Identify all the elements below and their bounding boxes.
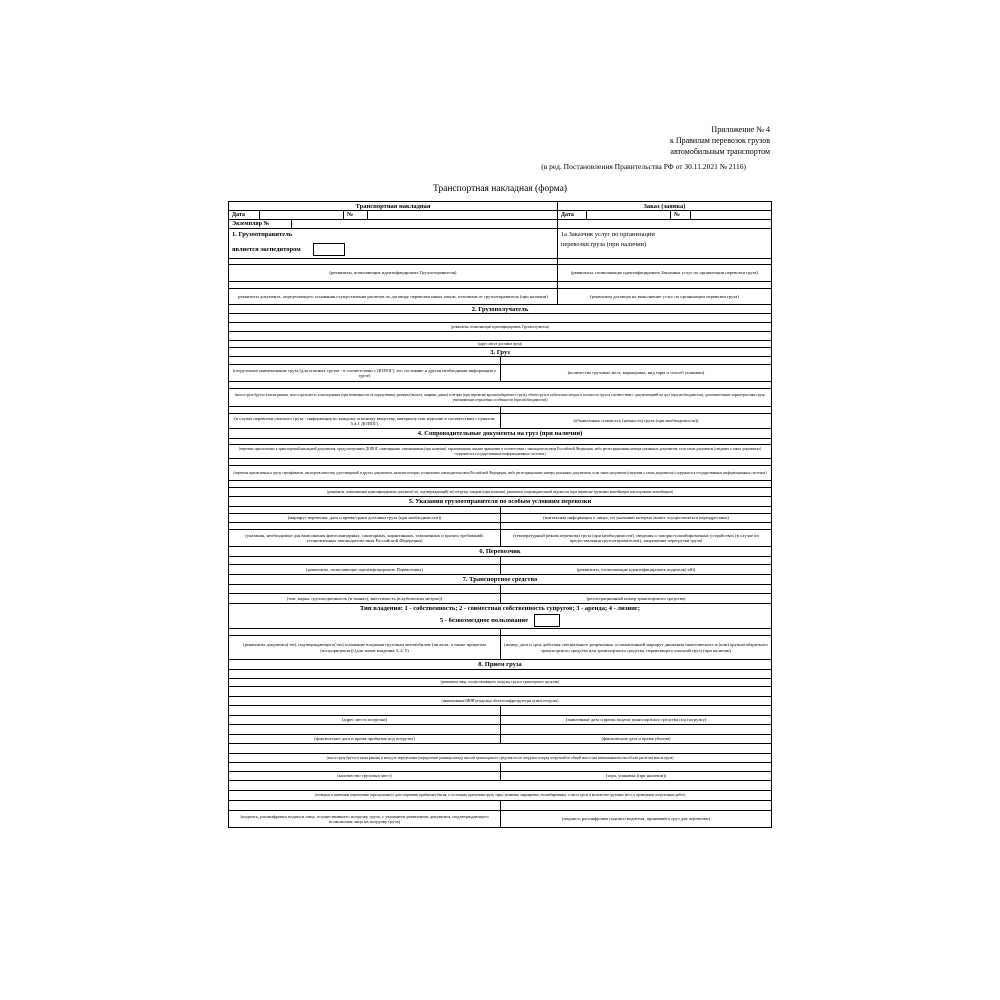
carrier-req-label: (реквизиты, позволяющие идентифицировать Перевозчика): [306, 566, 423, 572]
header-row: [228, 201, 772, 211]
docs-list3-label: (реквизиты, позволяющие идентифицировать документ(-ы), подтверждающий(-ие) отгрузку товаров) (при наличии), реквизиты сопроводительной ведомости (при перевозке груженых контейнеров или порожних контейнеров): [327, 489, 673, 494]
header-waybill: Транспортная накладная: [355, 202, 431, 210]
driver-signature-label: (подпись, расшифровка подписи водителя, принявшего груз для перевозки): [500, 811, 771, 827]
order-number-field[interactable]: [690, 211, 771, 219]
delivery-address-label: (адрес места доставки груза): [477, 341, 523, 346]
number-label: №: [343, 211, 367, 219]
docs-list2-label: (перечень прилагаемых к грузу сертификатов, паспортов качества, удостоверений и других документов, наличие которых установлено законодательством Российской Федерации, либо регистрационные номера указанных документов, если такие документы (сведения о таких документах) содержатся в государственных информационных системах): [233, 470, 767, 475]
docs-list1-label: (перечень прилагаемых к транспортной накладной документов, предусмотренных ДОПОГ, санитарными, таможенными (при наличии), карантинными, иными правилами в соответствии с законодательством Российской Федерации, либо регистрационные номера указанных документов, если такие документы (сведения о таких документах) содержатся в государственных информационных системах): [238, 447, 762, 456]
section8-title: 8. Прием груза: [478, 661, 522, 668]
order-date-label: Дата: [560, 212, 574, 218]
header-order: Заказ (заявка): [557, 202, 771, 210]
date-label: Дата: [232, 212, 245, 218]
section6-title: 6. Перевозчик: [479, 548, 521, 555]
ownership-line2: 5 - безвозмездное пользование: [440, 617, 528, 624]
delivery-address-field[interactable]: [229, 332, 771, 340]
ownership-type-box[interactable]: [534, 614, 560, 627]
loading-address-label: (адрес места погрузки): [341, 717, 388, 723]
driver-req-label: (реквизиты, позволяющие идентифицировать водителя(-ей)): [500, 565, 771, 574]
departure-time-label: (фактические дата и время убытия): [500, 735, 771, 743]
carrier-remarks-label: (оговорки и замечания перевозчика (при наличии) о дате и времени прибытия/убытия, о состоянии, креплении груза, тары, упаковки, маркировки, опломбирования, о массе груза и количестве грузовых мест, о проведении погрузочных работ): [314, 793, 686, 798]
vehicle-regnum-label: (регистрационный номер транспортного средства): [500, 594, 771, 603]
ownership-line1: Тип владения: 1 - собственность; 2 - совместная собственность супругов; 3 - аренда; 4 - лизинг;: [359, 605, 641, 612]
number-field[interactable]: [367, 211, 557, 219]
arrival-time-label: (фактические дата и время прибытия под погрузку): [314, 736, 415, 742]
section7-title: 7. Транспортное средство: [462, 576, 538, 583]
planned-time-label: (заявленные дата и время подачи транспортного средства под погрузку): [500, 716, 771, 724]
appendix-edition: (в ред. Постановления Правительства РФ от 30.11.2021 № 2116): [541, 162, 746, 171]
consignee-req-label: (реквизиты, позволяющие идентифицировать Грузополучателя): [451, 324, 549, 329]
special-permit-label: (номер, дата и срок действия специального разрешения, установленный маршрут движения тяжеловесного и (или) крупногабаритного транспортного средства или транспортного средства, перевозящего опасный груз) (при наличии): [500, 636, 771, 659]
doc-req-label: реквизиты документа, определяющего основания осуществления расчетов по договору перевозки иным лицом, отличным от грузоотправителя (при наличии): [238, 293, 548, 299]
requirements-label: (указания, необходимые для выполнения фитосанитарных, санитарных, карантинных, таможенных и прочих требований, установленных законодательством Российской Федерации): [245, 532, 484, 543]
contact-label: (контактная информация о лицах, по указанию которых может осуществляться переадресовка): [500, 514, 771, 522]
places-label: (количество грузовых мест): [337, 773, 392, 779]
loading-mass-label: (масса груза брутто в килограммах и метод ее определения (определение разницы между массой транспортного средства после погрузки и перед погрузкой по общей массе или взвешиванием/способ или расчетом массы груза): [326, 755, 674, 760]
packaging-label: (тара, упаковка (при наличии)): [500, 772, 771, 780]
appendix-line1: Приложение № 4: [711, 125, 770, 134]
section5-title: 5. Указания грузоотправителя по особым условиям перевозки: [408, 498, 592, 505]
danger-info-label: (в случае перевозки опасного груза - информация по каждому опасному веществу, материалу или изделию в соответствии с пунктом 5.4.1 ДОПОГ): [234, 415, 495, 426]
cargo-name-label: (отгрузочное наименование груза (для опасных грузов - в соответствии с ДОПОГ), его состояние и другая необходимая информация о грузе): [232, 367, 497, 378]
cargo-mass-field[interactable]: [229, 382, 771, 388]
loader-signature-label: (подпись, расшифровка подписи лица, осуществившего погрузку груза, с указанием реквизитов документа, подтверждающего полномочия лица на погрузку груза): [240, 813, 489, 824]
copy-label: Экземпляр №: [232, 221, 270, 227]
section3-title: 3. Груз: [490, 348, 510, 356]
temperature-label: (температурный режим перевозки груза (при необходимости), сведения о запорно-пломбировочных устройствах (в случае их предоставления грузоотправителем), запрещение перегрузки груза): [500, 530, 771, 546]
shipper-title: 1. Грузоотправитель: [232, 231, 293, 238]
document-title: Транспортная накладная (форма): [432, 184, 568, 194]
section2-title: 2. Грузополучатель: [471, 305, 529, 313]
order-number-label: №: [670, 211, 690, 219]
vehicle-type-label: (тип, марка, грузоподъемность (в тоннах), вместимость (в кубических метрах)): [286, 595, 443, 601]
cargo-mass-label: (масса груза брутто в килограммах, масса груза нетто в килограммах (при возможности ее определения), размеры (высота, ширина, длина) в метрах (при перевозке крупногабаритного груза), объем груза в кубических метрах и плотность груза в соответствии с документацией на груз (при необходимости), дополнительные характеристики груза, учитывающие отраслевые особенности (при необходимости)): [234, 393, 766, 402]
customer-title-1: 1а Заказчик услуг по организации: [560, 231, 655, 238]
shipper-req-label: (реквизиты, позволяющие идентифицировать Грузоотправителя): [329, 270, 457, 276]
section4-title: 4. Сопроводительные документы на груз (при наличии): [417, 430, 583, 437]
ownership-doc-label: (реквизиты документа(-ов), подтверждающего(-их) основание владения грузовым автомобилем (тягачом, а также прицепом (полуприцепом)) (для типов владения 3, 4, 5): [243, 642, 486, 653]
contract-req-label: (реквизиты договора на выполнение услуг по организации перевозки груза): [557, 289, 771, 304]
declared-value-label: (объявленная стоимость (ценность) груза (при необходимости)): [500, 414, 771, 428]
copy-row: [228, 220, 772, 229]
route-label: (маршрут перевозки, дата и время/сроки доставки груза (при необходимости)): [287, 515, 442, 521]
customer-req-label: (реквизиты, позволяющие идентифицировать Заказчика услуг по организации перевозки груза): [557, 265, 771, 281]
shipper-row: [228, 229, 772, 259]
appendix-line3: автомобильным транспортом: [670, 147, 770, 156]
appendix-block: [540, 124, 770, 172]
copy-field[interactable]: [291, 220, 557, 228]
forwarder-label: является экспедитором: [232, 246, 301, 253]
infra-owner-label: (наименование (ИНН) владельца объекта инфраструктуры пункта погрузки): [441, 698, 559, 703]
waybill-form: [228, 201, 772, 828]
loader-req-label: (реквизиты лица, осуществляющего погрузку груза в транспортное средство): [440, 680, 560, 685]
forwarder-checkbox[interactable]: [313, 243, 345, 256]
consignee-field[interactable]: [229, 314, 771, 322]
date-row: [228, 211, 772, 220]
appendix-line2: к Правилам перевозок грузов: [669, 136, 770, 145]
order-date-field[interactable]: [586, 211, 670, 219]
customer-title-2: перевозки груза (при наличии): [560, 241, 647, 248]
cargo-qty-label: (количество грузовых мест, маркировка, вид тары и способ упаковки): [500, 365, 771, 381]
date-field[interactable]: [259, 211, 343, 219]
